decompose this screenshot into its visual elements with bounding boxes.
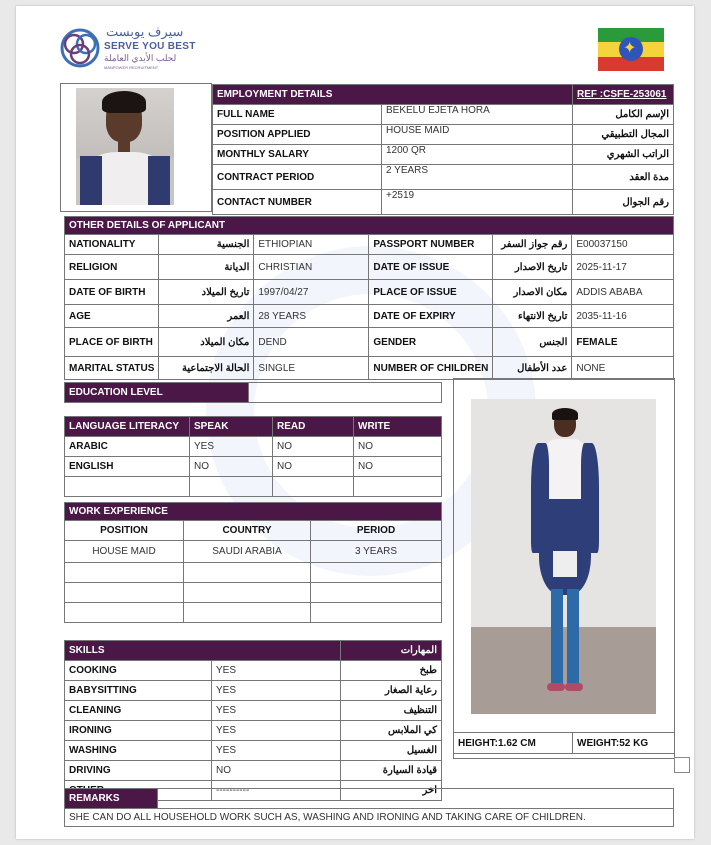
employment-table xyxy=(212,84,674,215)
language-header-row xyxy=(65,417,442,437)
field-label-arabic: المجال التطبيقي xyxy=(573,125,674,145)
field-value: 2035-11-16 xyxy=(572,305,674,328)
field-label-arabic: الجنس xyxy=(493,328,572,357)
skill-value: YES xyxy=(212,681,341,701)
measurements-table xyxy=(453,732,675,754)
column-header: SPEAK xyxy=(190,417,273,437)
field-label-arabic: تاريخ الانتهاء xyxy=(493,305,572,328)
skill-value: ---------- xyxy=(212,781,341,801)
field-value: 1200 QR xyxy=(382,145,573,165)
field-value: BEKELU EJETA HORA xyxy=(382,105,573,125)
language-name: ARABIC xyxy=(65,437,190,457)
field-label-arabic: الراتب الشهري xyxy=(573,145,674,165)
language-write: NO xyxy=(354,457,442,477)
work-header-row xyxy=(65,521,442,541)
field-label: MONTHLY SALARY xyxy=(213,145,382,165)
language-table xyxy=(64,416,442,497)
field-label-arabic: الديانة xyxy=(159,255,254,280)
field-label-arabic: تاريخ الاصدار xyxy=(493,255,572,280)
skill-name: WASHING xyxy=(65,741,212,761)
logo-english: SERVE YOU BEST xyxy=(104,41,196,52)
ethiopia-flag: ✦ xyxy=(598,28,664,71)
work-experience-table xyxy=(64,502,442,623)
work-row-empty xyxy=(65,563,442,583)
portrait-photo xyxy=(76,88,174,205)
field-value: SINGLE xyxy=(254,357,369,380)
field-label: GENDER xyxy=(369,328,493,357)
remarks-title: REMARKS xyxy=(65,789,158,809)
column-header: LANGUAGE LITERACY xyxy=(65,417,190,437)
field-value: ETHIOPIAN xyxy=(254,235,369,255)
field-label: CONTRACT PERIOD xyxy=(213,165,382,190)
field-label-arabic: رقم الجوال xyxy=(573,190,674,215)
details-row xyxy=(65,255,674,280)
skills-header-row xyxy=(65,641,442,661)
skill-name-arabic: الغسيل xyxy=(341,741,442,761)
employment-header-row xyxy=(213,85,674,105)
field-label-arabic: رقم جواز السفر xyxy=(493,235,572,255)
full-body-photo xyxy=(471,399,656,714)
field-label: POSITION APPLIED xyxy=(213,125,382,145)
logo-arabic-sub: لجلب الأيدي العاملة xyxy=(104,53,177,63)
remarks-table xyxy=(64,788,674,827)
remarks-text: SHE CAN DO ALL HOUSEHOLD WORK SUCH AS, WASHING AND IRONING AND TAKING CARE OF CHILDREN. xyxy=(65,809,674,827)
field-label: DATE OF EXPIRY xyxy=(369,305,493,328)
skill-row xyxy=(65,681,442,701)
company-logo xyxy=(58,24,218,74)
logo-rings-icon xyxy=(58,26,102,70)
details-row xyxy=(65,305,674,328)
skill-name: DRIVING xyxy=(65,761,212,781)
education-value xyxy=(249,383,442,403)
skill-name-arabic: التنظيف xyxy=(341,701,442,721)
work-position: HOUSE MAID xyxy=(65,541,184,563)
language-row xyxy=(65,457,442,477)
language-read: NO xyxy=(273,437,354,457)
height-value: HEIGHT:1.62 CM xyxy=(454,733,573,754)
language-speak: NO xyxy=(190,457,273,477)
skill-value: NO xyxy=(212,761,341,781)
reference-number: REF :CSFE-253061 xyxy=(573,85,674,105)
language-speak: YES xyxy=(190,437,273,457)
language-read: NO xyxy=(273,457,354,477)
field-label-arabic: مكان الميلاد xyxy=(159,328,254,357)
skill-row xyxy=(65,701,442,721)
skill-value: YES xyxy=(212,661,341,681)
language-row-empty xyxy=(65,477,442,497)
language-row xyxy=(65,437,442,457)
field-value: CHRISTIAN xyxy=(254,255,369,280)
field-label: DATE OF BIRTH xyxy=(65,280,159,305)
education-title: EDUCATION LEVEL xyxy=(65,383,249,403)
skill-name: CLEANING xyxy=(65,701,212,721)
field-value: ADDIS ABABA xyxy=(572,280,674,305)
field-value: HOUSE MAID xyxy=(382,125,573,145)
field-label-arabic: مكان الاصدار xyxy=(493,280,572,305)
skill-name-arabic: كي الملابس xyxy=(341,721,442,741)
skill-name-arabic: طبخ xyxy=(341,661,442,681)
work-title-row xyxy=(65,503,442,521)
weight-value: WEIGHT:52 KG xyxy=(573,733,675,754)
skill-row xyxy=(65,741,442,761)
field-label: PLACE OF BIRTH xyxy=(65,328,159,357)
employment-row xyxy=(213,165,674,190)
skills-title: SKILLS xyxy=(65,641,341,661)
language-name: ENGLISH xyxy=(65,457,190,477)
empty-checkbox[interactable] xyxy=(674,757,690,773)
column-header: PERIOD xyxy=(311,521,442,541)
logo-english-sub: MANPOWER RECRUITMENT xyxy=(104,65,159,70)
skill-value: YES xyxy=(212,701,341,721)
field-label-arabic: تاريخ الميلاد xyxy=(159,280,254,305)
work-period: 3 YEARS xyxy=(311,541,442,563)
other-details-title: OTHER DETAILS OF APPLICANT xyxy=(65,217,674,235)
skill-name-arabic: اخر xyxy=(341,781,442,801)
column-header: POSITION xyxy=(65,521,184,541)
language-write: NO xyxy=(354,437,442,457)
field-value: NONE xyxy=(572,357,674,380)
skill-row xyxy=(65,721,442,741)
column-header: COUNTRY xyxy=(184,521,311,541)
details-row xyxy=(65,357,674,380)
skills-title-arabic: المهارات xyxy=(341,641,442,661)
field-label: MARITAL STATUS xyxy=(65,357,159,380)
field-label: PLACE OF ISSUE xyxy=(369,280,493,305)
field-label-arabic: مدة العقد xyxy=(573,165,674,190)
education-table xyxy=(64,382,442,403)
field-label: PASSPORT NUMBER xyxy=(369,235,493,255)
field-label: NUMBER OF CHILDREN xyxy=(369,357,493,380)
cv-document xyxy=(16,6,694,839)
field-label-arabic: الجنسية xyxy=(159,235,254,255)
skill-value: YES xyxy=(212,741,341,761)
skill-row xyxy=(65,661,442,681)
field-label: DATE OF ISSUE xyxy=(369,255,493,280)
skill-row xyxy=(65,761,442,781)
field-value: FEMALE xyxy=(572,328,674,357)
field-value: 2025-11-17 xyxy=(572,255,674,280)
field-label: CONTACT NUMBER xyxy=(213,190,382,215)
field-value: 2 YEARS xyxy=(382,165,573,190)
work-country: SAUDI ARABIA xyxy=(184,541,311,563)
work-row xyxy=(65,541,442,563)
field-label: FULL NAME xyxy=(213,105,382,125)
skill-name-arabic: رعاية الصغار xyxy=(341,681,442,701)
skill-name: COOKING xyxy=(65,661,212,681)
field-label: NATIONALITY xyxy=(65,235,159,255)
skills-table xyxy=(64,640,442,801)
field-value: 28 YEARS xyxy=(254,305,369,328)
skill-name: IRONING xyxy=(65,721,212,741)
field-value: DEND xyxy=(254,328,369,357)
employment-row xyxy=(213,105,674,125)
field-label-arabic: الحالة الاجتماعية xyxy=(159,357,254,380)
field-label-arabic: الإسم الكامل xyxy=(573,105,674,125)
employment-row xyxy=(213,125,674,145)
logo-arabic: سيرف يوبست xyxy=(106,24,184,39)
column-header: WRITE xyxy=(354,417,442,437)
employment-row xyxy=(213,145,674,165)
field-value: E00037150 xyxy=(572,235,674,255)
employment-title: EMPLOYMENT DETAILS xyxy=(213,85,573,105)
employment-row xyxy=(213,190,674,215)
other-details-table xyxy=(64,216,674,380)
work-row-empty xyxy=(65,603,442,623)
field-label: AGE xyxy=(65,305,159,328)
skill-name-arabic: قيادة السيارة xyxy=(341,761,442,781)
other-details-header-row xyxy=(65,217,674,235)
details-row xyxy=(65,328,674,357)
skill-value: YES xyxy=(212,721,341,741)
details-row xyxy=(65,280,674,305)
field-label-arabic: عدد الأطفال xyxy=(493,357,572,380)
work-experience-title: WORK EXPERIENCE xyxy=(65,503,442,521)
field-value: 1997/04/27 xyxy=(254,280,369,305)
field-label: RELIGION xyxy=(65,255,159,280)
skill-name: BABYSITTING xyxy=(65,681,212,701)
column-header: READ xyxy=(273,417,354,437)
field-label-arabic: العمر xyxy=(159,305,254,328)
work-row-empty xyxy=(65,583,442,603)
field-value: +2519 xyxy=(382,190,573,215)
details-row xyxy=(65,235,674,255)
